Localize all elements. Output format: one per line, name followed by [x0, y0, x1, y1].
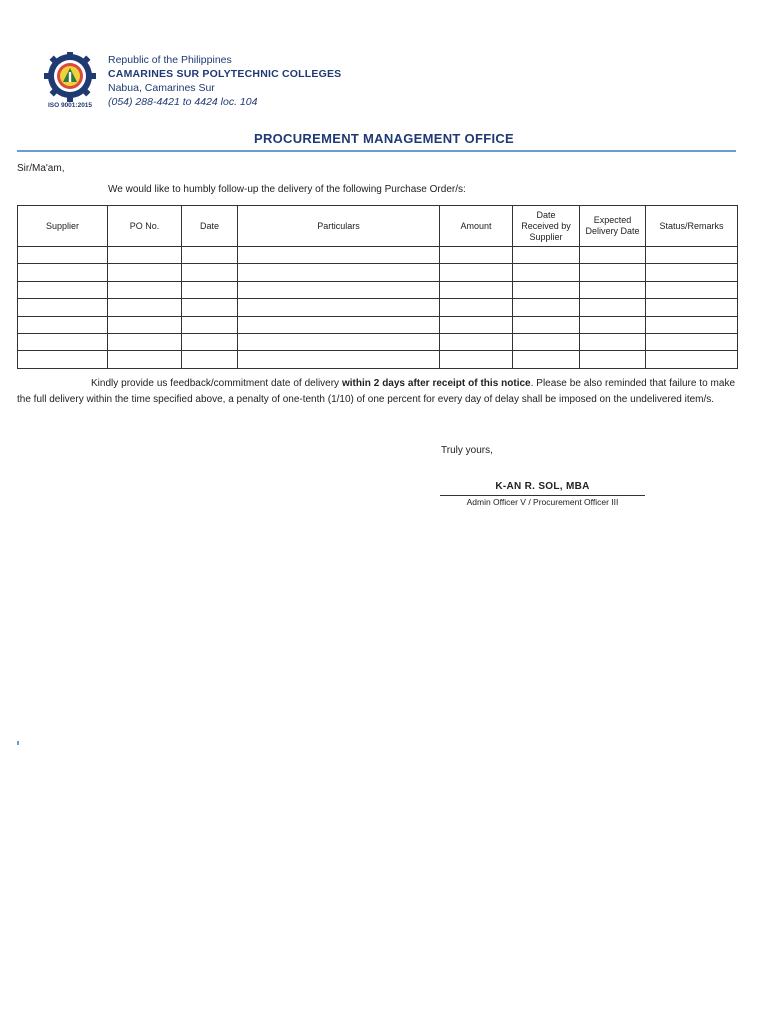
table-row: [18, 333, 738, 350]
cell-supplier: [18, 351, 108, 368]
cell-po-no: [108, 281, 182, 298]
cell-particulars: [238, 281, 440, 298]
cell-date-received: [513, 247, 580, 264]
signer-name: K-AN R. SOL, MBA: [495, 481, 590, 492]
cell-particulars: [238, 299, 440, 316]
notice-paragraph: [17, 376, 735, 408]
cell-expected-delivery: [580, 299, 646, 316]
page-mark: [17, 741, 19, 745]
cell-status-remarks: [646, 281, 738, 298]
table-row: [18, 316, 738, 333]
cell-po-no: [108, 264, 182, 281]
header-date-received: Date Received by Supplier: [513, 206, 580, 247]
notice-text-1: Kindly provide us feedback/commitment date of delivery: [91, 378, 342, 389]
closing: Truly yours,: [441, 445, 493, 456]
cell-particulars: [238, 316, 440, 333]
cell-amount: [440, 351, 513, 368]
cell-date-received: [513, 351, 580, 368]
cell-status-remarks: [646, 247, 738, 264]
cell-po-no: [108, 351, 182, 368]
cell-status-remarks: [646, 333, 738, 350]
cell-amount: [440, 281, 513, 298]
cell-date-received: [513, 333, 580, 350]
college-logo: [44, 52, 96, 108]
cell-status-remarks: [646, 316, 738, 333]
table-row: [18, 247, 738, 264]
cell-amount: [440, 299, 513, 316]
purchase-order-table: [17, 205, 738, 369]
cell-date: [182, 247, 238, 264]
cell-status-remarks: [646, 264, 738, 281]
table-row: [18, 299, 738, 316]
cell-expected-delivery: [580, 281, 646, 298]
cell-date: [182, 281, 238, 298]
cell-date: [182, 299, 238, 316]
cell-po-no: [108, 316, 182, 333]
table-row: [18, 281, 738, 298]
cell-particulars: [238, 351, 440, 368]
signature-line: [440, 495, 645, 496]
header-date: Date: [182, 206, 238, 247]
cell-supplier: [18, 264, 108, 281]
letterhead: [108, 53, 341, 109]
cell-particulars: [238, 247, 440, 264]
cell-expected-delivery: [580, 351, 646, 368]
cell-po-no: [108, 247, 182, 264]
intro-paragraph: We would like to humbly follow-up the delivery of the following Purchase Order/s:: [108, 184, 466, 195]
cell-amount: [440, 264, 513, 281]
republic-line: Republic of the Philippines: [108, 54, 232, 66]
cell-po-no: [108, 299, 182, 316]
cell-supplier: [18, 281, 108, 298]
cell-status-remarks: [646, 299, 738, 316]
cell-date: [182, 316, 238, 333]
phone-line: (054) 288-4421 to 4424 loc. 104: [108, 96, 258, 108]
cell-status-remarks: [646, 351, 738, 368]
table-row: [18, 264, 738, 281]
salutation: Sir/Ma'am,: [17, 163, 65, 174]
institution-name: CAMARINES SUR POLYTECHNIC COLLEGES: [108, 68, 342, 80]
svg-text:ISO 9001:2015: ISO 9001:2015: [47, 102, 93, 108]
cell-expected-delivery: [580, 333, 646, 350]
cell-po-no: [108, 333, 182, 350]
address-line: Nabua, Camarines Sur: [108, 82, 215, 94]
signer-title: Admin Officer V / Procurement Officer III: [466, 497, 619, 507]
office-title: PROCUREMENT MANAGEMENT OFFICE: [253, 131, 515, 146]
cell-amount: [440, 316, 513, 333]
notice-deadline: within 2 days after receipt of this notice: [341, 378, 531, 389]
cell-amount: [440, 333, 513, 350]
cell-date: [182, 351, 238, 368]
cell-expected-delivery: [580, 264, 646, 281]
header-amount: Amount: [440, 206, 513, 247]
header-divider: [17, 150, 736, 152]
cell-date-received: [513, 299, 580, 316]
cell-date: [182, 264, 238, 281]
table-row: [18, 351, 738, 368]
notice-text-2: . Please be also reminded that failure to make the full delivery within the time specified above, a penalty of one-tenth (1/10) of one percent for every day of delay shall be imposed on the undelivered item/s.: [17, 378, 735, 405]
header-particulars: Particulars: [238, 206, 440, 247]
table-header-row: [18, 206, 738, 247]
cell-expected-delivery: [580, 316, 646, 333]
cell-amount: [440, 247, 513, 264]
cell-supplier: [18, 299, 108, 316]
header-po-no: PO No.: [108, 206, 182, 247]
cell-supplier: [18, 247, 108, 264]
cell-supplier: [18, 316, 108, 333]
cell-particulars: [238, 333, 440, 350]
cell-expected-delivery: [580, 247, 646, 264]
cell-date-received: [513, 316, 580, 333]
cell-date-received: [513, 281, 580, 298]
header-supplier: Supplier: [18, 206, 108, 247]
header-status-remarks: Status/Remarks: [646, 206, 738, 247]
cell-supplier: [18, 333, 108, 350]
cell-date: [182, 333, 238, 350]
cell-particulars: [238, 264, 440, 281]
cell-date-received: [513, 264, 580, 281]
header-expected-delivery: Expected Delivery Date: [580, 206, 646, 247]
